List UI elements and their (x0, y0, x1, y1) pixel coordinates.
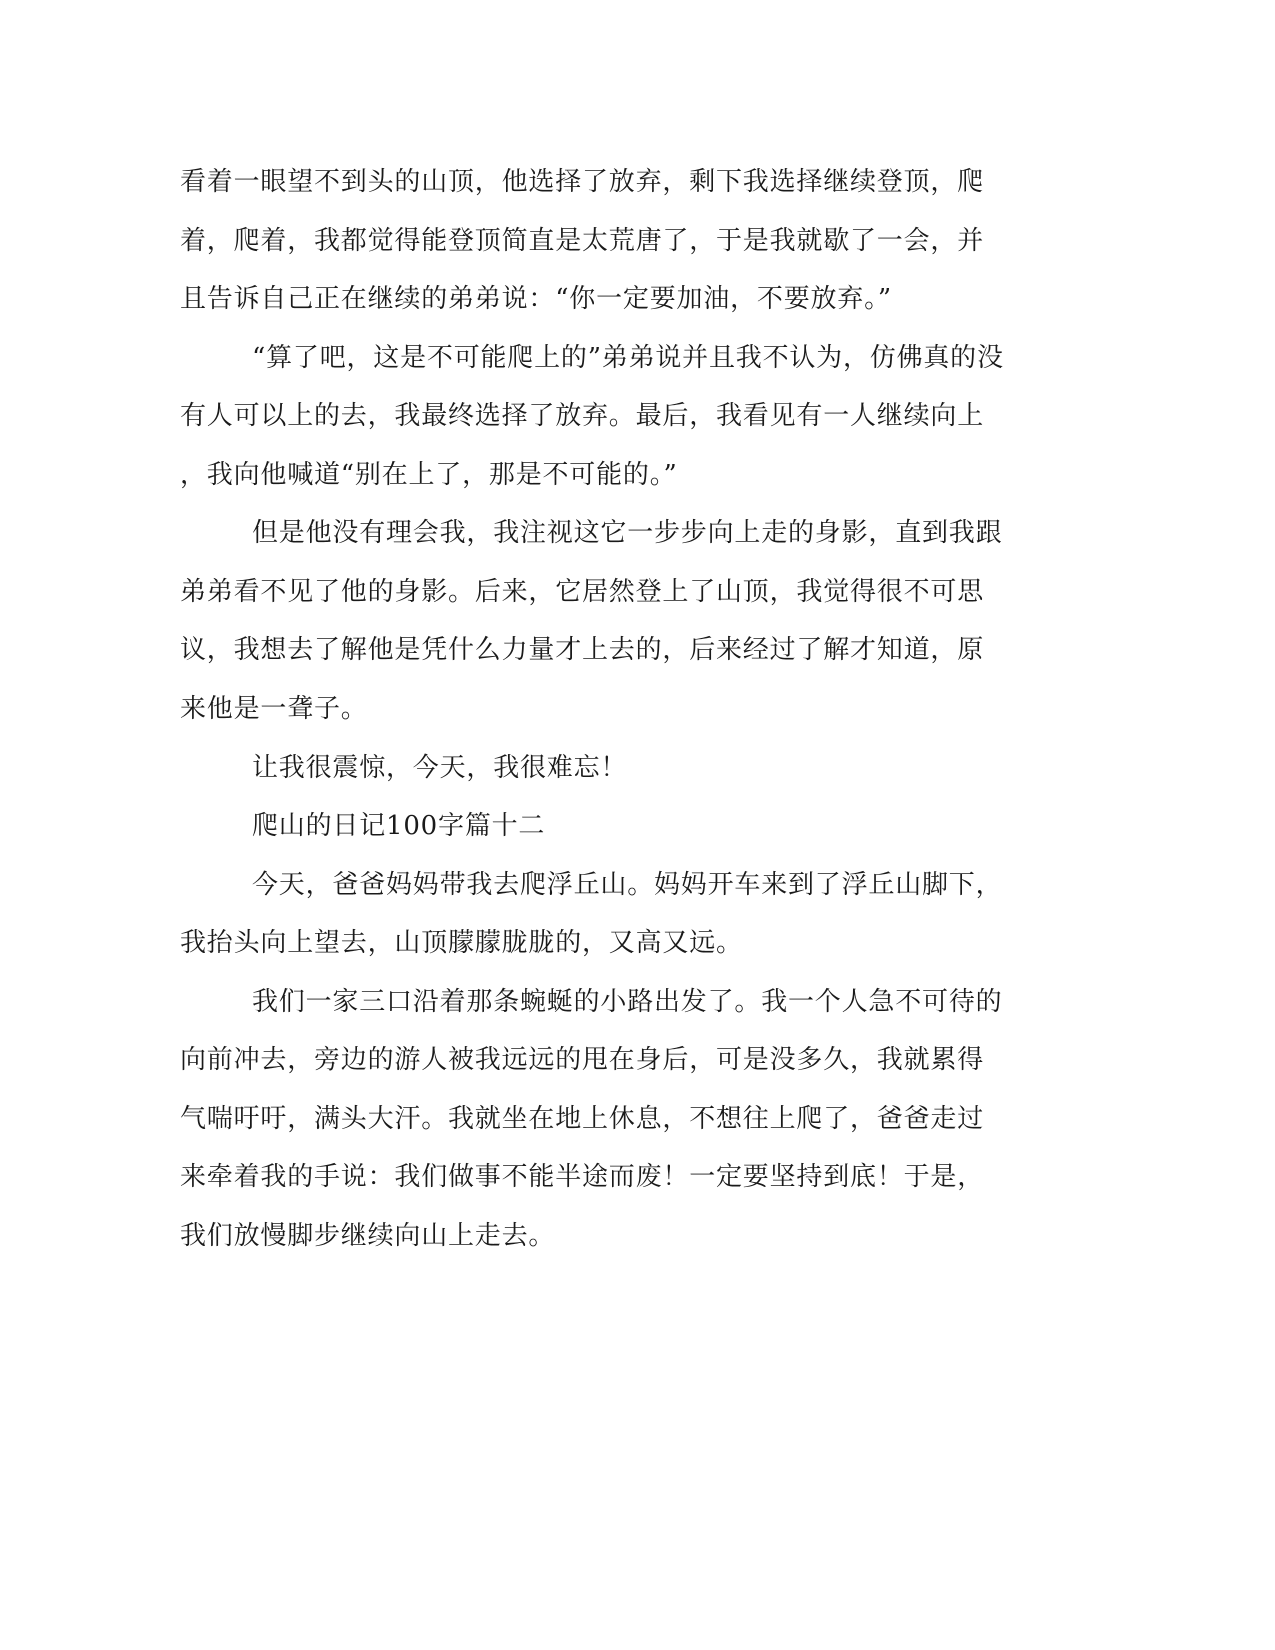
text-line: 今天，爸爸妈妈带我去爬浮丘山。妈妈开车来到了浮丘山脚下， (252, 870, 1003, 900)
text-line: 我们放慢脚步继续向山上走去。 (180, 1221, 556, 1251)
text-line: 向前冲去，旁边的游人被我远远的甩在身后，可是没多久，我就累得 (180, 1045, 985, 1075)
text-line: “算了吧，这是不可能爬上的”弟弟说并且我不认为，仿佛真的没 (252, 343, 1004, 373)
text-line: 让我很震惊，今天，我很难忘！ (252, 753, 628, 783)
text-line: 有人可以上的去，我最终选择了放弃。最后，我看见有一人继续向上 (180, 401, 985, 431)
text-line: 且告诉自己正在继续的弟弟说：“你一定要加油，不要放弃。” (180, 284, 892, 314)
text-line: 弟弟看不见了他的身影。后来，它居然登上了山顶，我觉得很不可思 (180, 577, 985, 607)
text-line: ，我向他喊道“别在上了，那是不可能的。” (180, 460, 678, 490)
text-line: 我们一家三口沿着那条蜿蜒的小路出发了。我一个人急不可待的 (252, 987, 1003, 1017)
section-heading: 爬山的日记100字篇十二 (252, 811, 546, 841)
text-line: 气喘吁吁，满头大汗。我就坐在地上休息，不想往上爬了，爸爸走过 (180, 1104, 985, 1134)
text-line: 我抬头向上望去，山顶朦朦胧胧的，又高又远。 (180, 928, 743, 958)
text-line: 着，爬着，我都觉得能登顶简直是太荒唐了，于是我就歇了一会，并 (180, 226, 985, 256)
text-line: 但是他没有理会我，我注视这它一步步向上走的身影，直到我跟 (252, 518, 1003, 548)
text-line: 来牵着我的手说：我们做事不能半途而废！一定要坚持到底！于是， (180, 1162, 985, 1192)
text-line: 看着一眼望不到头的山顶，他选择了放弃，剩下我选择继续登顶，爬 (180, 167, 985, 197)
text-line: 议，我想去了解他是凭什么力量才上去的，后来经过了解才知道，原 (180, 635, 985, 665)
text-line: 来他是一聋子。 (180, 694, 368, 724)
